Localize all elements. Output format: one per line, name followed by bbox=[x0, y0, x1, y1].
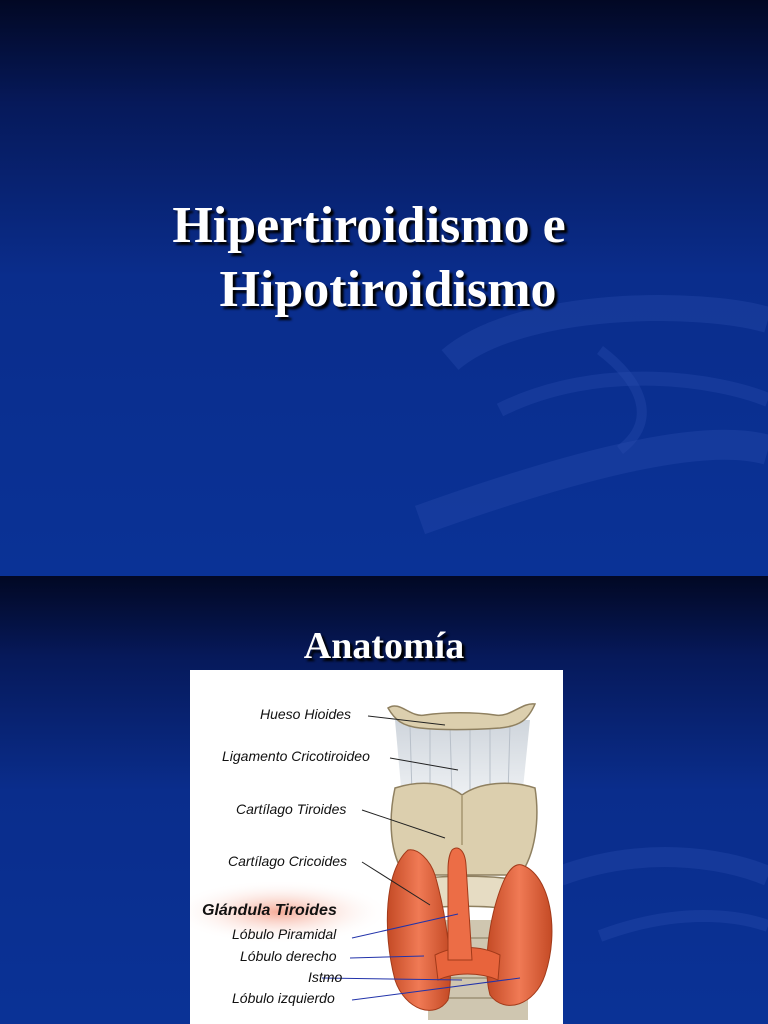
thyroid-anatomy-figure bbox=[190, 670, 563, 1024]
slide-title: Anatomía bbox=[303, 625, 465, 667]
label-lobulo-izquierdo: Lóbulo izquierdo bbox=[232, 990, 335, 1006]
label-cartilago-cricoides: Cartílago Cricoides bbox=[228, 853, 348, 869]
label-lobulo-piramidal: Lóbulo Piramidal bbox=[232, 926, 337, 942]
slide-title bbox=[0, 194, 768, 322]
title-line-2: Hipotiroidismo bbox=[219, 261, 557, 318]
label-ligamento-cricotiroideo: Ligamento Cricotiroideo bbox=[222, 748, 370, 764]
label-glandula-tiroides: Glándula Tiroides bbox=[202, 902, 337, 919]
anatomy-slide bbox=[0, 576, 768, 1024]
label-hueso-hioides: Hueso Hioides bbox=[260, 706, 352, 722]
label-cartilago-tiroides: Cartílago Tiroides bbox=[236, 801, 347, 817]
label-istmo: Istmo bbox=[308, 969, 343, 985]
thyroid-illustration bbox=[190, 670, 563, 1024]
label-lobulo-derecho: Lóbulo derecho bbox=[240, 948, 337, 964]
title-line-1: Hipertiroidismo e bbox=[172, 197, 566, 254]
